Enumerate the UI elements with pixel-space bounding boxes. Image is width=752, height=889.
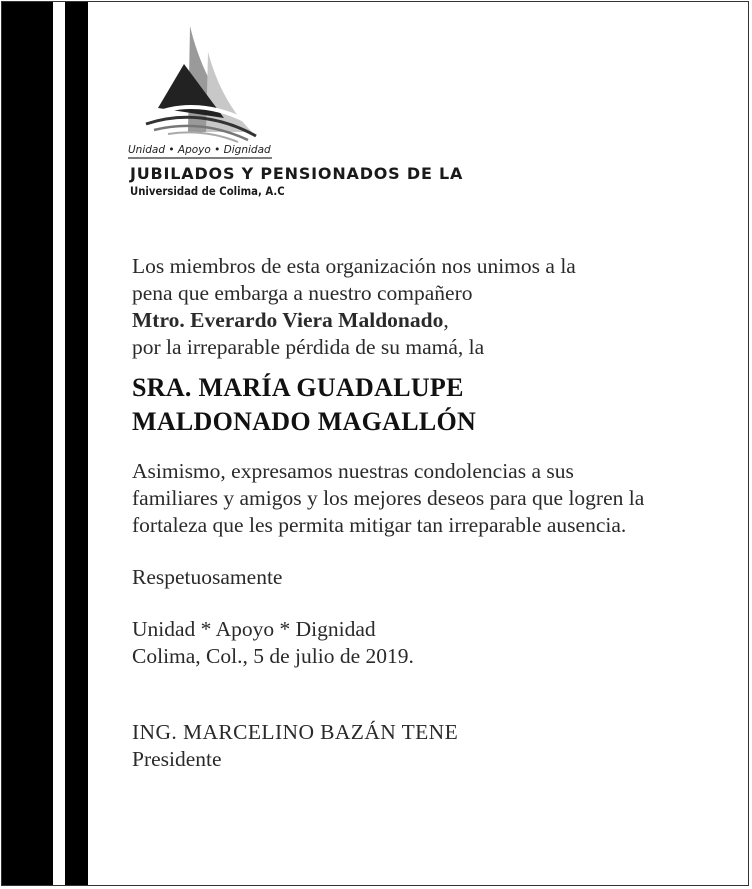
intro-line-2: pena que embarga a nuestro compañero bbox=[132, 281, 473, 305]
condolences-line-3: fortaleza que les permita mitigar tan irreparable ausencia. bbox=[132, 513, 627, 537]
organization-logo bbox=[120, 20, 280, 160]
organization-header bbox=[130, 164, 463, 198]
deceased-name-line-1: SRA. MARÍA GUADALUPE bbox=[132, 373, 464, 402]
logo-motto: Unidad • Apoyo • Dignidad bbox=[128, 144, 271, 156]
signatory-name: ING. MARCELINO BAZÁN TENE bbox=[132, 720, 459, 744]
signatory-title: Presidente bbox=[132, 747, 222, 771]
closing: Respetuosamente bbox=[132, 565, 283, 589]
mourning-band-right bbox=[65, 2, 88, 885]
signature-block bbox=[132, 719, 458, 773]
mourning-band-left bbox=[2, 2, 53, 885]
intro-line-4: por la irreparable pérdida de su mamá, la bbox=[132, 335, 485, 359]
colleague-name: Mtro. Everardo Viera Maldonado bbox=[132, 308, 444, 332]
deceased-name-line-2: MALDONADO MAGALLÓN bbox=[132, 407, 477, 436]
footer-motto: Unidad * Apoyo * Dignidad bbox=[132, 617, 376, 641]
triangular-sail-icon bbox=[120, 20, 280, 160]
organization-subtitle: Universidad de Colima, A.C bbox=[130, 184, 285, 198]
footer-block bbox=[132, 616, 414, 670]
intro-paragraph bbox=[132, 253, 576, 361]
intro-line-3 bbox=[132, 307, 576, 334]
deceased-name bbox=[132, 371, 476, 439]
condolences-line-1: Asimismo, expresamos nuestras condolencias a sus bbox=[132, 459, 574, 483]
organization-name: JUBILADOS Y PENSIONADOS DE LA bbox=[130, 164, 464, 183]
place-date: Colima, Col., 5 de julio de 2019. bbox=[132, 644, 414, 668]
intro-line-3-punct: , bbox=[443, 308, 449, 332]
condolences-line-2: familiares y amigos y los mejores deseos para que logren la bbox=[132, 486, 645, 510]
obituary-notice bbox=[1, 1, 749, 886]
intro-line-1: Los miembros de esta organización nos unimos a la bbox=[132, 254, 576, 278]
condolences-paragraph bbox=[132, 458, 644, 539]
